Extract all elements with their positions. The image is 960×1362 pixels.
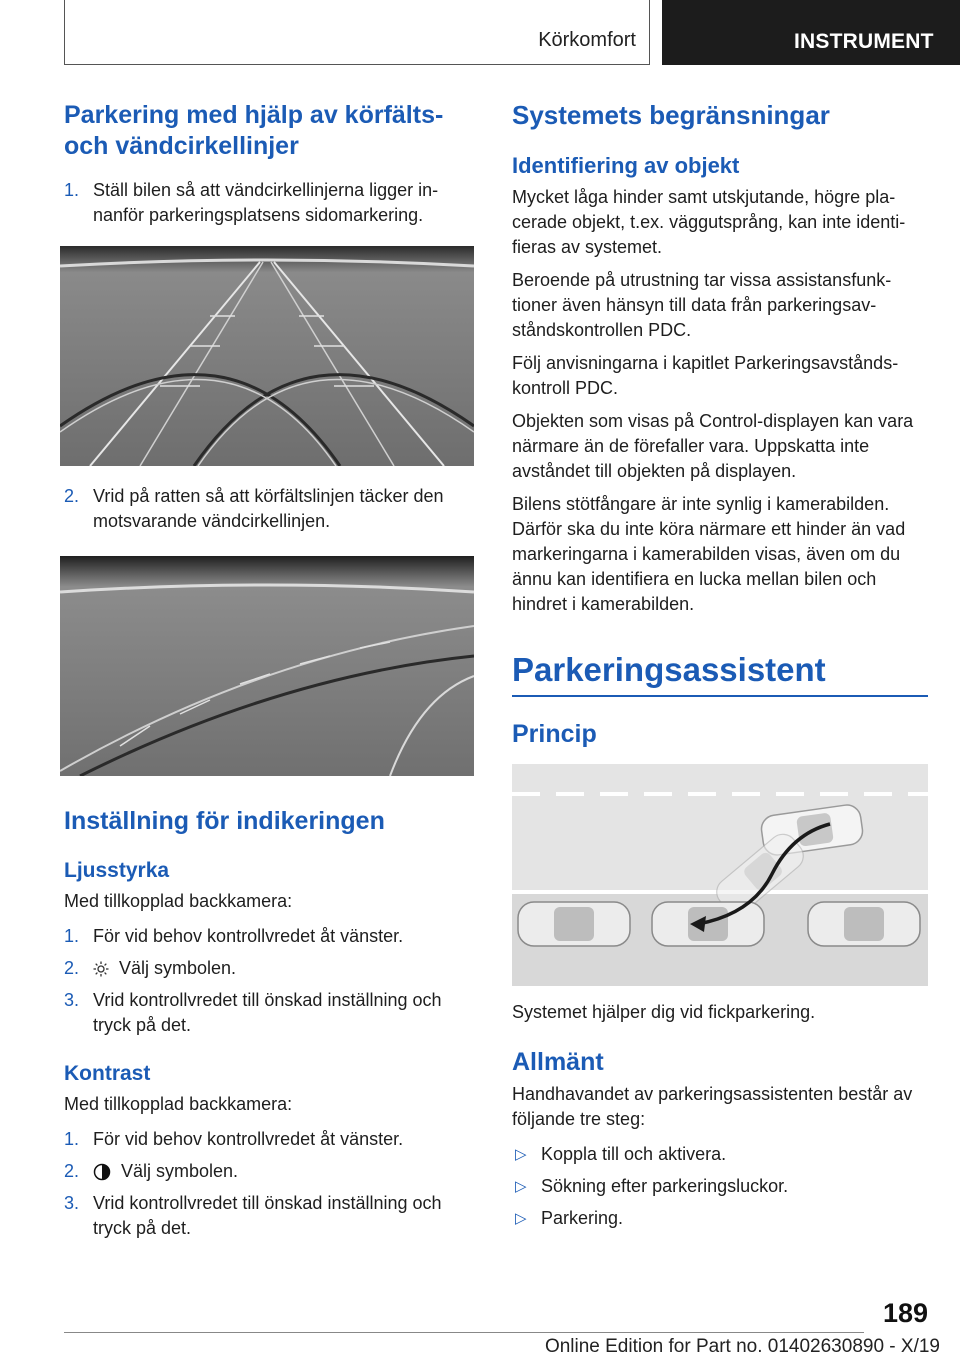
left-column — [64, 100, 474, 1241]
item-text: Parkering. — [541, 1207, 624, 1228]
step-text: För vid behov kontrollvredet åt vänster. — [93, 1129, 404, 1149]
paragraph-bumper-visibility: Bilens stötfångare är inte synlig i kamerabilden. Därför ska du inte köra närmare ett hinder än vad markeringarna i kamerabilden visas, även om du ännu kan identifiera en lucka mellan bilen och hindret i kamerabilden. — [512, 494, 906, 614]
step-number: 2. — [64, 486, 80, 506]
heading-object-identification: Identifiering av objekt — [512, 153, 740, 178]
footer-rule — [64, 1332, 864, 1333]
step-1 — [64, 178, 474, 228]
step-number: 1. — [64, 1129, 80, 1149]
triangle-bullet-icon: ▷ — [515, 1145, 527, 1163]
heading-rule — [512, 695, 928, 697]
heading-system-limits: Systemets begränsningar — [512, 100, 830, 130]
step-number: 1. — [64, 180, 80, 200]
paragraph-see-chapter: Följ anvisningarna i kapitlet Parkeringsavstånds-kontroll PDC. — [512, 353, 899, 398]
triangle-bullet-icon: ▷ — [515, 1209, 527, 1227]
contrast-icon — [93, 1163, 111, 1181]
contrast-step-3 — [64, 1191, 474, 1241]
contrast-step-1 — [64, 1127, 474, 1152]
brightness-intro: Med tillkopplad backkamera: — [64, 891, 293, 911]
step-text: Ställ bilen så att vändcirkellinjerna ligger in-nanför parkeringsplatsens sidomarkering. — [93, 180, 439, 225]
camera-image-lane-line — [60, 556, 474, 776]
heading-parking-assistant: Parkeringsassistent — [512, 651, 826, 688]
general-item-2 — [512, 1174, 928, 1199]
brightness-step-3 — [64, 988, 474, 1038]
heading-contrast: Kontrast — [64, 1062, 151, 1085]
triangle-bullet-icon: ▷ — [515, 1177, 527, 1195]
paragraph-display-distance: Objekten som visas på Control-displayen kan vara närmare än de förefaller vara. Uppskatta inte avståndet till objekten på displayen. — [512, 411, 914, 481]
step-number: 3. — [64, 1193, 80, 1213]
step-text: Vrid på ratten så att körfältslinjen täcker den motsvarande vändcirkellinjen. — [93, 486, 444, 531]
footer-edition: Online Edition for Part no. 01402630890 - X/19 — [544, 1336, 940, 1357]
step-text: För vid behov kontrollvredet åt vänster. — [93, 926, 404, 946]
step-2 — [64, 484, 474, 534]
step-number: 3. — [64, 990, 80, 1010]
general-item-1 — [512, 1142, 928, 1167]
general-item-3 — [512, 1206, 928, 1231]
heading-principle: Princip — [512, 719, 597, 748]
parallel-parking-illustration — [512, 764, 928, 986]
heading-general: Allmänt — [512, 1047, 604, 1076]
step-number: 2. — [64, 1161, 80, 1181]
heading-parking-guidelines: Parkering med hjälp av körfälts-och vändcirkellinjer — [64, 101, 444, 160]
item-text: Koppla till och aktivera. — [541, 1143, 727, 1164]
step-number: 2. — [64, 958, 80, 978]
page-number: 189 — [882, 1298, 928, 1328]
paragraph-general-intro: Handhavandet av parkeringsassistenten består av följande tre steg: — [512, 1083, 913, 1129]
sun-icon — [93, 961, 109, 977]
heading-brightness: Ljusstyrka — [64, 859, 170, 882]
header-chapter-tab: INSTRUMENT — [662, 0, 960, 65]
heading-display-settings: Inställning för indikeringen — [64, 807, 385, 835]
item-text: Sökning efter parkeringsluckor. — [541, 1175, 789, 1196]
header-section-title: Körkomfort — [538, 29, 636, 51]
camera-image-turning-circle — [60, 246, 474, 466]
step-number: 1. — [64, 926, 80, 946]
brightness-step-1 — [64, 924, 474, 949]
step-text: Välj symbolen. — [121, 1161, 239, 1181]
brightness-step-2 — [64, 956, 474, 981]
step-text: Vrid kontrollvredet till önskad inställning och tryck på det. — [93, 990, 442, 1035]
illustration-caption: Systemet hjälper dig vid fickparkering. — [512, 1001, 816, 1022]
contrast-intro: Med tillkopplad backkamera: — [64, 1094, 293, 1114]
contrast-step-2 — [64, 1159, 474, 1184]
paragraph-low-obstacles: Mycket låga hinder samt utskjutande, högre pla-cerade objekt, t.ex. väggutsprång, kan inte identi-fieras av systemet. — [512, 187, 906, 257]
step-text: Vrid kontrollvredet till önskad inställning och tryck på det. — [93, 1193, 442, 1238]
right-column — [512, 100, 928, 1231]
step-text: Välj symbolen. — [119, 958, 237, 978]
paragraph-pdc-data: Beroende på utrustning tar vissa assistansfunk-tioner även hänsyn till data från parkeringsav-ståndskontrollen PDC. — [512, 270, 892, 340]
